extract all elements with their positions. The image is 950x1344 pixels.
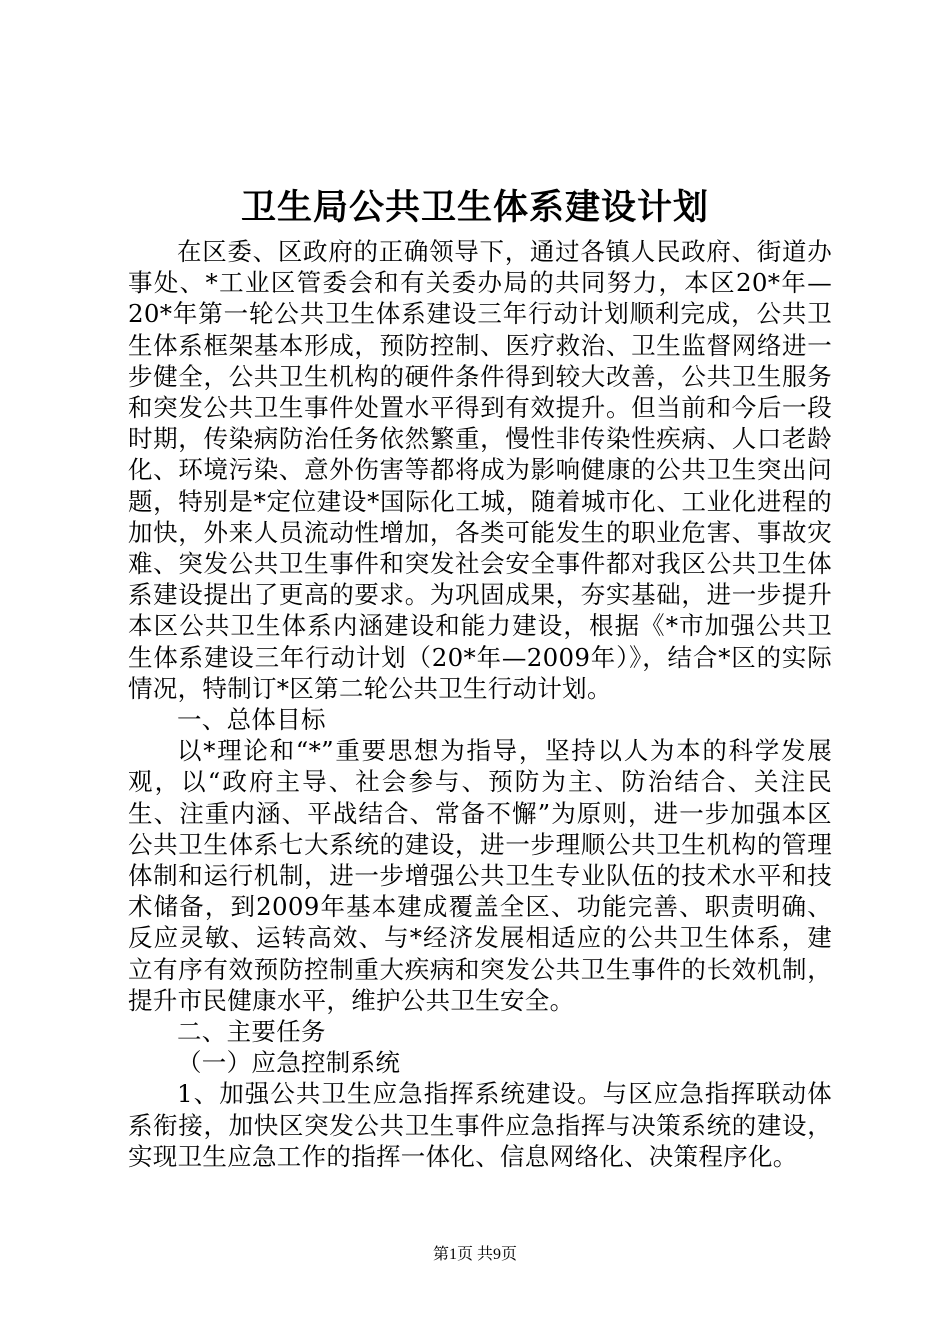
- document-title: 卫生局公共卫生体系建设计划: [240, 187, 709, 228]
- task-item-1-paragraph: 1、加强公共卫生应急指挥系统建设。与区应急指挥联动体系衔接，加快区突发公共卫生事件应急指挥与决策系统的建设，实现卫生应急工作的指挥一体化、信息网络化、决策程序化。: [128, 1079, 832, 1171]
- document-body: [128, 236, 832, 1172]
- section-heading-overall-goals: 一、总体目标: [177, 705, 326, 735]
- overall-goals-paragraph: 以*理论和“*”重要思想为指导，坚持以人为本的科学发展观，以“政府主导、社会参与、预防为主、防治结合、关注民生、注重内涵、平战结合、常备不懈”为原则，进一步加强本区公共卫生体系七大系统的建设，进一步理顺公共卫生机构的管理体制和运行机制，进一步增强公共卫生专业队伍的技术水平和技术储备，到2009年基本建成覆盖全区、功能完善、职责明确、反应灵敏、运转高效、与*经济发展相适应的公共卫生体系，建立有序有效预防控制重大疾病和突发公共卫生事件的长效机制，提升市民健康水平，维护公共卫生安全。: [128, 736, 832, 1015]
- page-footer: 第1页 共9页: [432, 1246, 517, 1263]
- section-heading-main-tasks: 二、主要任务: [177, 1017, 326, 1047]
- subsection-heading-emergency-control: （一）应急控制系统: [177, 1048, 401, 1078]
- intro-paragraph: 在区委、区政府的正确领导下，通过各镇人民政府、街道办事处、*工业区管委会和有关委办局的共同努力，本区20*年—20*年第一轮公共卫生体系建设三年行动计划顺利完成，公共卫生体系框架基本形成，预防控制、医疗救治、卫生监督网络进一步健全，公共卫生机构的硬件条件得到较大改善，公共卫生服务和突发公共卫生事件处置水平得到有效提升。但当前和今后一段时期，传染病防治任务依然繁重，慢性非传染性疾病、人口老龄化、环境污染、意外伤害等都将成为影响健康的公共卫生突出问题，特别是*定位建设*国际化工城，随着城市化、工业化进程的加快，外来人员流动性增加，各类可能发生的职业危害、事故灾难、突发公共卫生事件和突发社会安全事件都对我区公共卫生体系建设提出了更高的要求。为巩固成果，夯实基础，进一步提升本区公共卫生体系内涵建设和能力建设，根据《*市加强公共卫生体系建设三年行动计划（20*年—2009年）》，结合*区的实际情况，特制订*区第二轮公共卫生行动计划。: [128, 237, 832, 703]
